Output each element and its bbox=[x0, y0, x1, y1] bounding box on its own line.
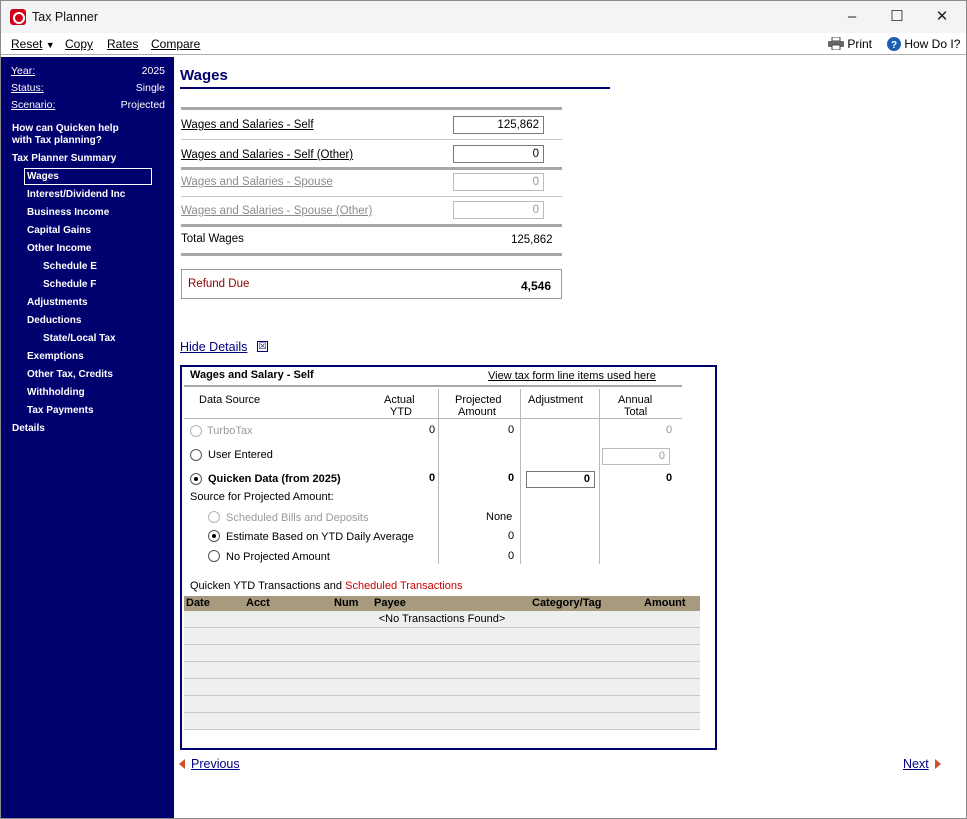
estimate-ytd-label[interactable]: Estimate Based on YTD Daily Average bbox=[226, 531, 414, 543]
divider bbox=[184, 385, 682, 387]
details-panel bbox=[180, 365, 717, 750]
sidebar-item-schedule-e[interactable]: Schedule E bbox=[43, 261, 97, 272]
col-date[interactable]: Date bbox=[186, 597, 210, 609]
year-label[interactable]: Year: bbox=[11, 65, 36, 77]
no-projected-label[interactable]: No Projected Amount bbox=[226, 551, 330, 563]
table-row bbox=[184, 696, 700, 713]
sidebar-item-details[interactable]: Details bbox=[12, 423, 45, 434]
no-projected-value: 0 bbox=[508, 550, 515, 562]
previous-arrow-icon[interactable] bbox=[179, 759, 185, 769]
divider bbox=[181, 196, 562, 197]
close-button[interactable]: ✕ bbox=[935, 8, 949, 25]
wages-spouse-label: Wages and Salaries - Spouse bbox=[181, 176, 333, 188]
quicken-logo-icon bbox=[10, 9, 26, 25]
refund-label: Refund Due bbox=[188, 278, 250, 290]
wages-self-input[interactable]: 125,862 bbox=[453, 116, 544, 134]
col-divider bbox=[520, 389, 521, 564]
sidebar-item-adjustments[interactable]: Adjustments bbox=[27, 297, 88, 308]
main-panel bbox=[174, 57, 966, 819]
sidebar-item-withholding[interactable]: Withholding bbox=[27, 387, 85, 398]
previous-link[interactable]: Previous bbox=[191, 757, 240, 771]
scenario-value: Projected bbox=[120, 99, 165, 111]
maximize-button[interactable]: ☐ bbox=[890, 8, 904, 25]
quicken-data-label[interactable]: Quicken Data (from 2025) bbox=[208, 473, 341, 485]
col-projected-2: Amount bbox=[458, 406, 496, 418]
table-row bbox=[184, 662, 700, 679]
transactions-header bbox=[184, 596, 700, 611]
help-link-line1[interactable]: How can Quicken help bbox=[12, 123, 119, 134]
source-projected-label: Source for Projected Amount: bbox=[190, 491, 334, 503]
status-label[interactable]: Status: bbox=[11, 82, 44, 94]
table-row bbox=[184, 645, 700, 662]
turbotax-projected: 0 bbox=[508, 424, 515, 436]
divider bbox=[181, 139, 562, 140]
print-label: Print bbox=[847, 37, 873, 51]
table-row bbox=[184, 713, 700, 730]
col-acct[interactable]: Acct bbox=[246, 597, 270, 609]
title-bar bbox=[1, 1, 966, 33]
wages-spouse-input: 0 bbox=[453, 173, 544, 191]
sidebar-item-deductions[interactable]: Deductions bbox=[27, 315, 82, 326]
turbotax-radio bbox=[190, 425, 202, 437]
divider bbox=[181, 253, 562, 256]
quicken-annual: 0 bbox=[666, 472, 673, 484]
adjustment-input[interactable]: 0 bbox=[526, 471, 595, 488]
wages-spouse-other-input: 0 bbox=[453, 201, 544, 219]
year-value: 2025 bbox=[141, 65, 165, 77]
turbotax-label: TurboTax bbox=[207, 425, 253, 437]
wages-self-other-label[interactable]: Wages and Salaries - Self (Other) bbox=[181, 149, 354, 161]
col-data-source: Data Source bbox=[199, 394, 261, 406]
transactions-title-a: Quicken YTD Transactions and bbox=[190, 580, 346, 592]
divider bbox=[184, 418, 682, 419]
sidebar-item-other-tax-credits[interactable]: Other Tax, Credits bbox=[27, 369, 113, 380]
col-amount[interactable]: Amount bbox=[644, 597, 686, 609]
sidebar-item-wages[interactable]: Wages bbox=[27, 171, 59, 182]
col-actual-1: Actual bbox=[384, 394, 415, 406]
col-payee[interactable]: Payee bbox=[374, 597, 406, 609]
col-annual-1: Annual bbox=[618, 394, 653, 406]
wages-self-other-input[interactable]: 0 bbox=[453, 145, 544, 163]
printer-icon bbox=[828, 37, 844, 50]
no-transactions-text: <No Transactions Found> bbox=[378, 613, 506, 625]
col-divider bbox=[599, 389, 600, 564]
window-title: Tax Planner bbox=[32, 10, 99, 24]
user-entered-label[interactable]: User Entered bbox=[208, 449, 273, 461]
rates-menu[interactable]: Rates bbox=[107, 37, 139, 51]
user-entered-annual-input: 0 bbox=[602, 448, 670, 465]
turbotax-annual: 0 bbox=[666, 424, 673, 436]
page-title: Wages bbox=[180, 67, 228, 84]
hide-details-link[interactable]: Hide Details bbox=[180, 340, 248, 354]
wages-spouse-other-label: Wages and Salaries - Spouse (Other) bbox=[181, 205, 373, 217]
scheduled-transactions-link[interactable]: Scheduled Transactions bbox=[345, 580, 463, 592]
divider bbox=[181, 167, 562, 170]
copy-menu[interactable]: Copy bbox=[65, 37, 94, 51]
scheduled-bills-radio bbox=[208, 511, 220, 523]
sidebar-item-capital-gains[interactable]: Capital Gains bbox=[27, 225, 91, 236]
sidebar-item-other-income[interactable]: Other Income bbox=[27, 243, 92, 254]
scheduled-bills-label: Scheduled Bills and Deposits bbox=[226, 512, 369, 524]
sidebar-summary[interactable]: Tax Planner Summary bbox=[12, 153, 117, 164]
print-button[interactable] bbox=[828, 37, 872, 51]
sidebar-item-schedule-f[interactable]: Schedule F bbox=[43, 279, 97, 290]
col-category-tag[interactable]: Category/Tag bbox=[532, 597, 602, 609]
view-tax-form-link[interactable]: View tax form line items used here bbox=[488, 370, 656, 382]
sidebar-item-state-local-tax[interactable]: State/Local Tax bbox=[43, 333, 116, 344]
divider bbox=[181, 224, 562, 227]
svg-text:?: ? bbox=[890, 40, 898, 51]
sidebar-item-business-income[interactable]: Business Income bbox=[27, 207, 110, 218]
next-arrow-icon[interactable] bbox=[935, 759, 941, 769]
col-actual-2: YTD bbox=[390, 406, 412, 418]
how-do-i-label: How Do I? bbox=[904, 37, 961, 51]
details-title: Wages and Salary - Self bbox=[190, 369, 314, 381]
sidebar bbox=[1, 57, 174, 819]
sidebar-item-tax-payments[interactable]: Tax Payments bbox=[27, 405, 94, 416]
quicken-actual: 0 bbox=[429, 472, 436, 484]
user-entered-radio[interactable] bbox=[190, 449, 202, 461]
reset-menu[interactable] bbox=[11, 37, 55, 51]
next-link[interactable]: Next bbox=[903, 757, 929, 771]
col-num[interactable]: Num bbox=[334, 597, 359, 609]
col-divider bbox=[438, 389, 439, 564]
sidebar-item-interest-dividend[interactable]: Interest/Dividend Inc bbox=[27, 189, 126, 200]
compare-menu[interactable]: Compare bbox=[151, 37, 201, 51]
table-row bbox=[184, 628, 700, 645]
table-row bbox=[184, 611, 700, 628]
table-row bbox=[184, 679, 700, 696]
how-do-i-button[interactable] bbox=[887, 37, 960, 51]
no-projected-radio[interactable] bbox=[208, 550, 220, 562]
reset-menu-label: Reset bbox=[11, 37, 43, 51]
total-wages-label: Total Wages bbox=[181, 233, 244, 245]
estimate-ytd-value: 0 bbox=[508, 530, 515, 542]
refund-box bbox=[181, 269, 562, 299]
col-annual-2: Total bbox=[624, 406, 648, 418]
col-adjustment: Adjustment bbox=[528, 394, 584, 406]
refund-value: 4,546 bbox=[520, 279, 551, 293]
scenario-label[interactable]: Scenario: bbox=[11, 99, 56, 111]
help-icon bbox=[887, 37, 901, 51]
transactions-title bbox=[190, 580, 463, 592]
divider bbox=[181, 107, 562, 110]
help-link-line2[interactable]: with Tax planning? bbox=[12, 135, 102, 146]
status-value: Single bbox=[135, 82, 165, 94]
turbotax-actual: 0 bbox=[429, 424, 436, 436]
col-projected-1: Projected bbox=[455, 394, 502, 406]
sidebar-item-exemptions[interactable]: Exemptions bbox=[27, 351, 84, 362]
minimize-button[interactable]: – bbox=[847, 8, 857, 25]
wages-self-label[interactable]: Wages and Salaries - Self bbox=[181, 119, 314, 131]
total-wages-value: 125,862 bbox=[511, 234, 553, 246]
quicken-projected: 0 bbox=[508, 472, 515, 484]
menu-bar bbox=[1, 33, 966, 55]
scheduled-bills-value: None bbox=[486, 511, 513, 523]
collapse-box-icon[interactable]: ☒ bbox=[258, 341, 267, 351]
title-underline bbox=[180, 87, 610, 89]
estimate-ytd-radio[interactable] bbox=[208, 530, 220, 542]
chevron-down-icon: ▼ bbox=[45, 40, 55, 50]
quicken-data-radio[interactable] bbox=[190, 473, 202, 485]
